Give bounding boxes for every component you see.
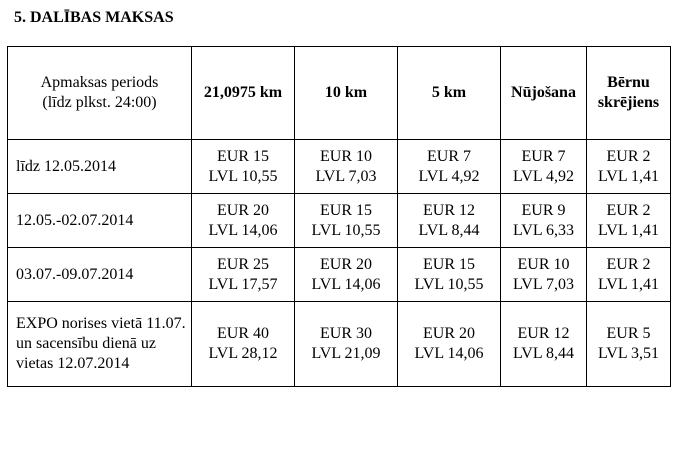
header-5km: 5 km xyxy=(398,47,501,140)
period-cell: 03.07.-09.07.2014 xyxy=(8,248,192,302)
price-cell: EUR 2 LVL 1,41 xyxy=(587,194,671,248)
price-cell: EUR 25 LVL 17,57 xyxy=(192,248,295,302)
period-cell: EXPO norises vietā 11.07. un sacensību dienā uz vietas 12.07.2014 xyxy=(8,302,192,387)
table-row xyxy=(8,302,671,387)
price-cell: EUR 5 LVL 3,51 xyxy=(587,302,671,387)
header-10km: 10 km xyxy=(295,47,398,140)
table-row xyxy=(8,194,671,248)
price-cell: EUR 12 LVL 8,44 xyxy=(398,194,501,248)
price-cell: EUR 2 LVL 1,41 xyxy=(587,140,671,194)
header-nordic-walking: Nūjošana xyxy=(501,47,587,140)
period-cell: 12.05.-02.07.2014 xyxy=(8,194,192,248)
price-cell: EUR 20 LVL 14,06 xyxy=(192,194,295,248)
price-cell: EUR 40 LVL 28,12 xyxy=(192,302,295,387)
price-cell: EUR 12 LVL 8,44 xyxy=(501,302,587,387)
table-row xyxy=(8,140,671,194)
price-cell: EUR 30 LVL 21,09 xyxy=(295,302,398,387)
price-cell: EUR 7 LVL 4,92 xyxy=(398,140,501,194)
price-cell: EUR 10 LVL 7,03 xyxy=(501,248,587,302)
price-cell: EUR 20 LVL 14,06 xyxy=(398,302,501,387)
price-cell: EUR 2 LVL 1,41 xyxy=(587,248,671,302)
price-cell: EUR 20 LVL 14,06 xyxy=(295,248,398,302)
participation-fees-table xyxy=(7,46,671,387)
section-title: 5. DALĪBAS MAKSAS xyxy=(14,9,174,26)
price-cell: EUR 7 LVL 4,92 xyxy=(501,140,587,194)
table-header-row xyxy=(8,47,671,140)
price-cell: EUR 9 LVL 6,33 xyxy=(501,194,587,248)
price-cell: EUR 15 LVL 10,55 xyxy=(398,248,501,302)
price-cell: EUR 10 LVL 7,03 xyxy=(295,140,398,194)
period-cell: līdz 12.05.2014 xyxy=(8,140,192,194)
price-cell: EUR 15 LVL 10,55 xyxy=(192,140,295,194)
table-row xyxy=(8,248,671,302)
header-payment-period: Apmaksas periods (līdz plkst. 24:00) xyxy=(8,47,192,140)
header-half-marathon: 21,0975 km xyxy=(192,47,295,140)
header-kids-run: Bērnu skrējiens xyxy=(587,47,671,140)
price-cell: EUR 15 LVL 10,55 xyxy=(295,194,398,248)
